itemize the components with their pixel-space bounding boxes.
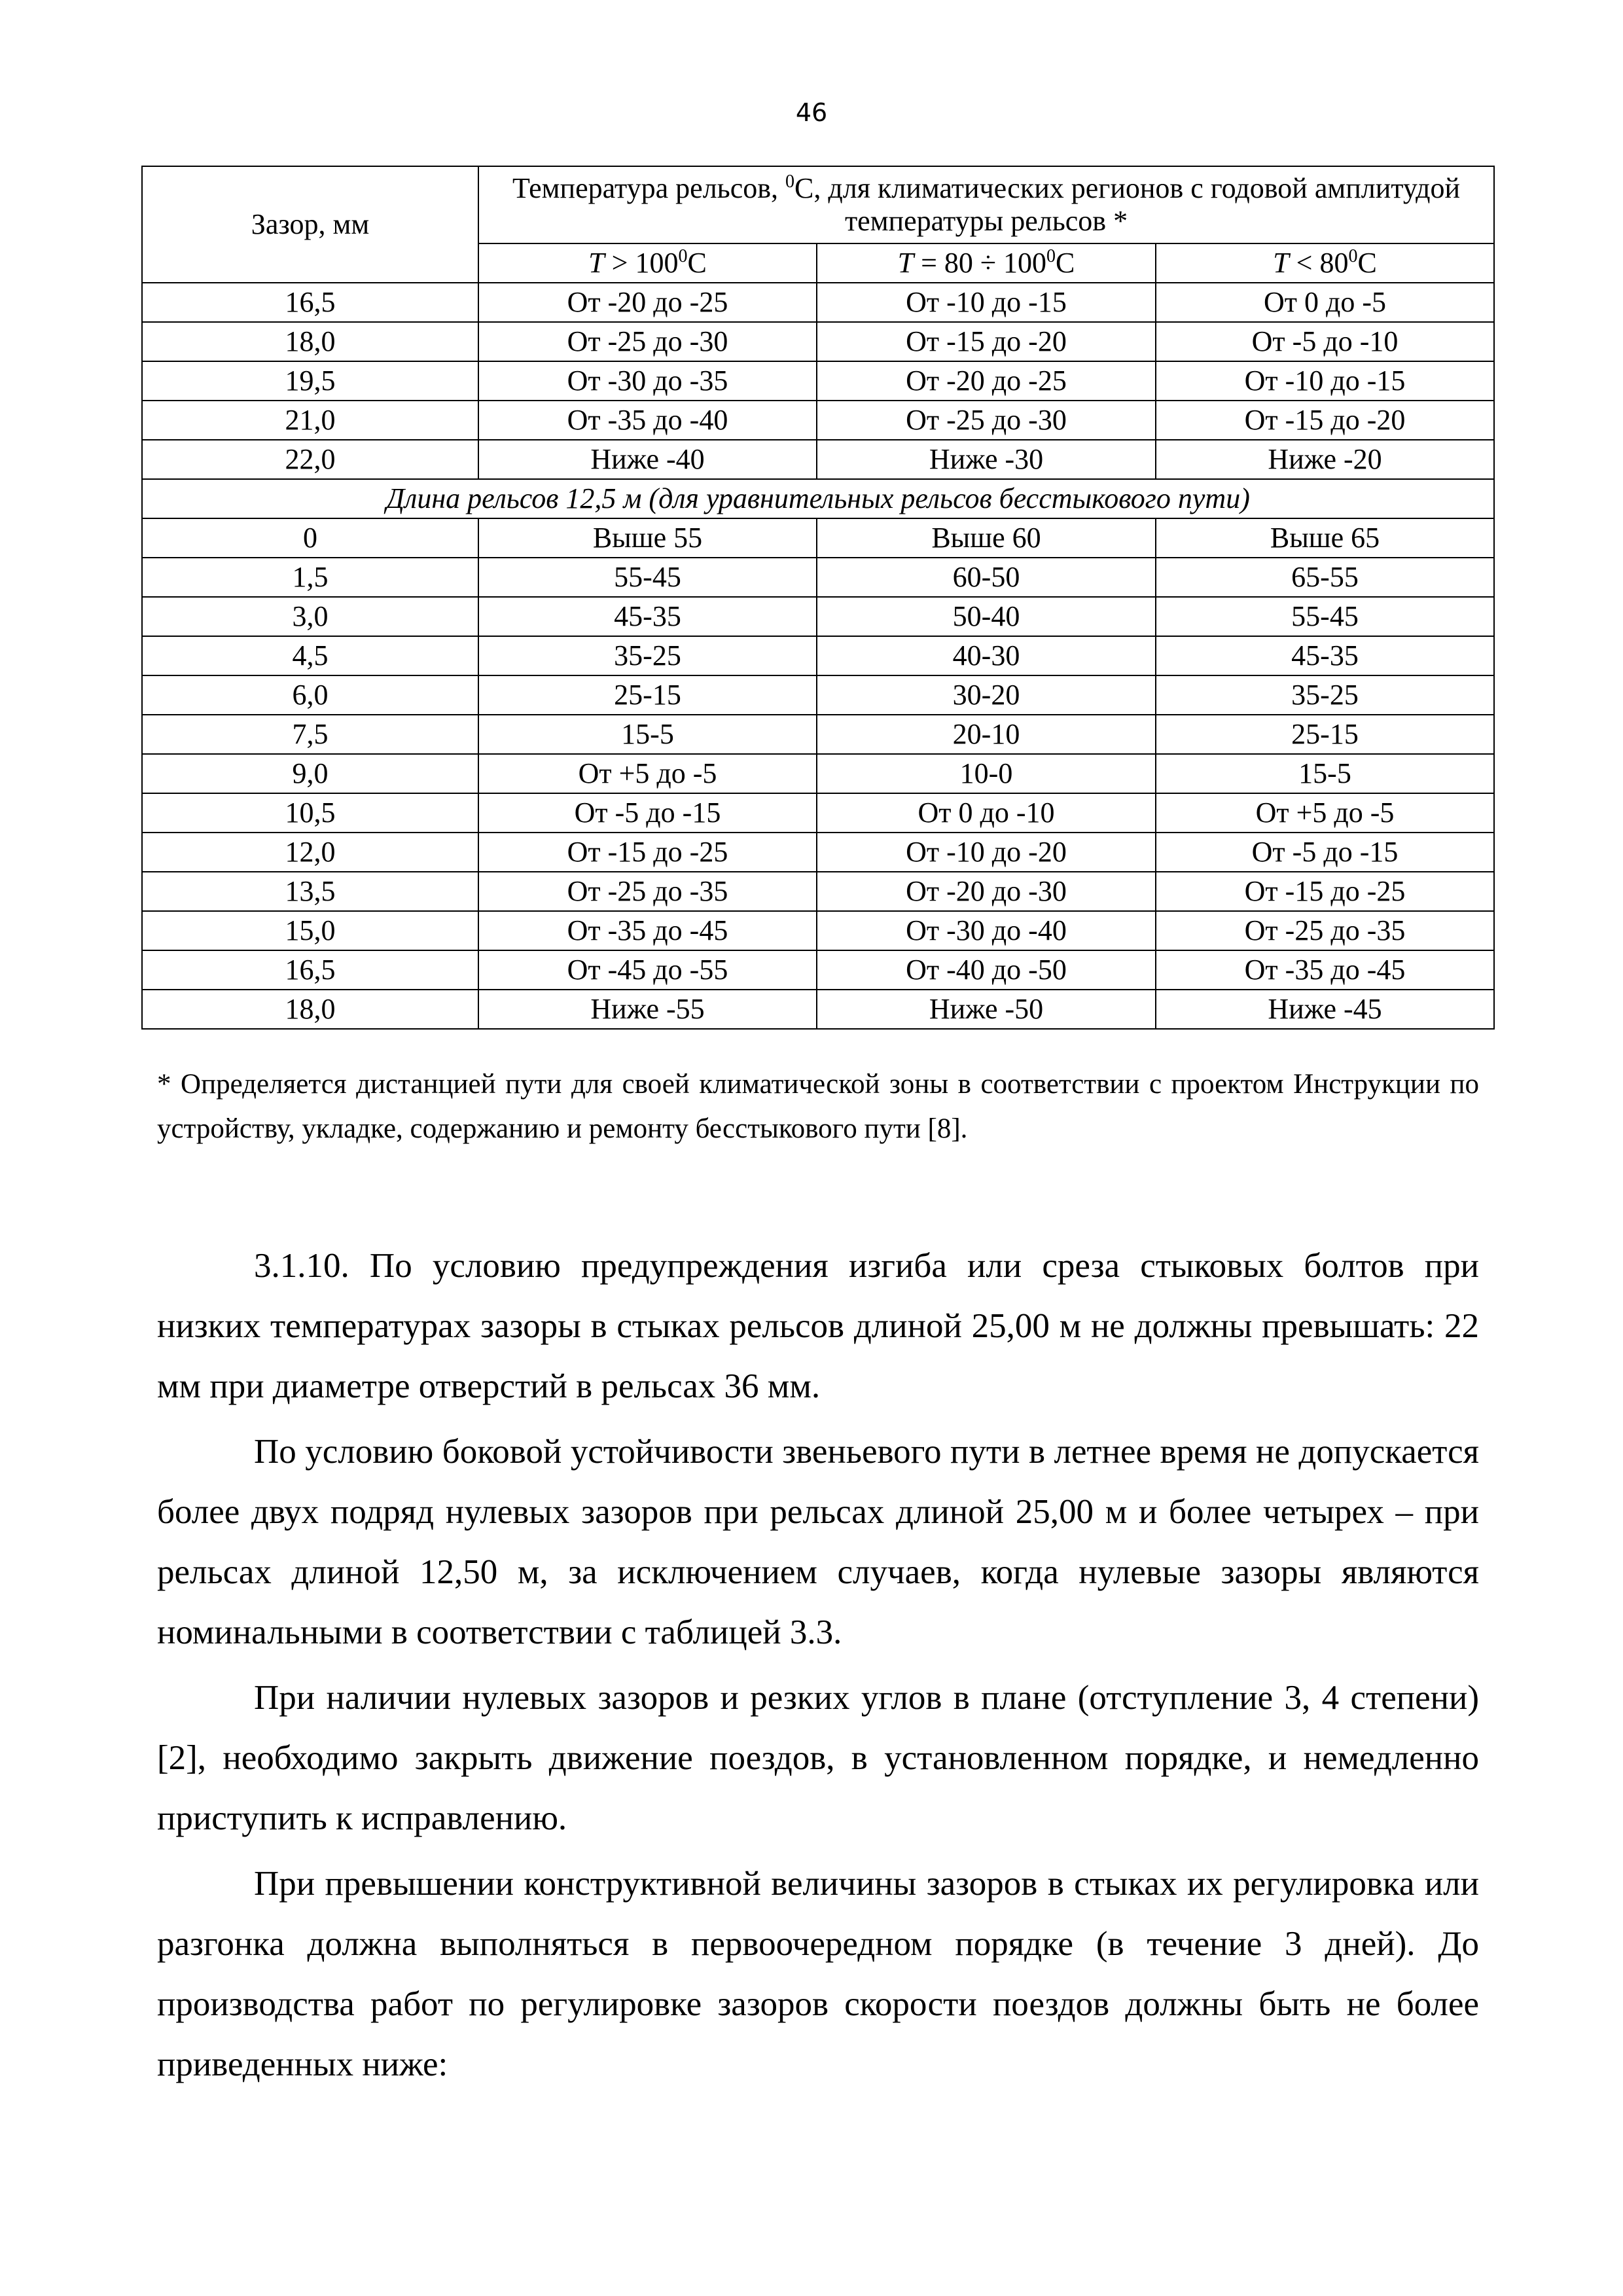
cell-temperature-region-1: 35-25 — [478, 636, 817, 675]
cell-gap: 18,0 — [142, 322, 478, 361]
cell-gap: 22,0 — [142, 440, 478, 479]
cell-temperature-region-2: 30-20 — [817, 675, 1156, 715]
cell-temperature-region-2: От -15 до -20 — [817, 322, 1156, 361]
cell-temperature-region-2: От -20 до -25 — [817, 361, 1156, 401]
cell-temperature-region-3: Выше 65 — [1156, 518, 1494, 558]
table-footnote: * Определяется дистанцией пути для своей климатической зоны в соответствии с проектом Инструкции по устройству, укладке, содержанию и ремонту бесстыкового пути [8]. — [157, 1069, 1479, 1144]
cell-temperature-region-3: От +5 до -5 — [1156, 793, 1494, 833]
cell-temperature-region-2: От -20 до -30 — [817, 872, 1156, 911]
cell-temperature-region-1: От -30 до -35 — [478, 361, 817, 401]
cell-temperature-region-2: 20-10 — [817, 715, 1156, 754]
cell-temperature-region-1: 55-45 — [478, 558, 817, 597]
cell-temperature-region-1: От -25 до -35 — [478, 872, 817, 911]
header-region-3 — [1156, 243, 1494, 283]
table-row — [142, 518, 1494, 558]
table-row — [142, 675, 1494, 715]
cell-temperature-region-2: 40-30 — [817, 636, 1156, 675]
region-unit: С — [1056, 247, 1075, 279]
table-row — [142, 911, 1494, 950]
cell-temperature-region-2: 50-40 — [817, 597, 1156, 636]
cell-gap: 16,5 — [142, 950, 478, 990]
table-row — [142, 440, 1494, 479]
cell-temperature-region-2: От -10 до -15 — [817, 283, 1156, 322]
cell-gap: 19,5 — [142, 361, 478, 401]
region-range: = 80 ÷ 100 — [914, 247, 1047, 279]
region-degree: 0 — [1046, 246, 1056, 266]
table-row — [142, 950, 1494, 990]
table-row — [142, 401, 1494, 440]
cell-temperature-region-1: 45-35 — [478, 597, 817, 636]
cell-temperature-region-3: От -10 до -15 — [1156, 361, 1494, 401]
cell-temperature-region-3: 35-25 — [1156, 675, 1494, 715]
region-range: < 80 — [1289, 247, 1349, 279]
cell-temperature-region-3: 55-45 — [1156, 597, 1494, 636]
table-row — [142, 754, 1494, 793]
table-row — [142, 833, 1494, 872]
cell-temperature-region-3: Ниже -20 — [1156, 440, 1494, 479]
cell-gap: 21,0 — [142, 401, 478, 440]
cell-temperature-region-2: От 0 до -10 — [817, 793, 1156, 833]
table-row — [142, 558, 1494, 597]
header-temp-prefix: Температура рельсов, — [512, 172, 786, 204]
body-paragraph: При превышении конструктивной величины зазоров в стыках их регулировка или разгонка должна выполняться в первоочередном порядке (в течение 3 дней). До производства работ по регулировке зазоров скорости поездов должны быть не более приведенных ниже: — [157, 1865, 1479, 2083]
cell-temperature-region-3: От -5 до -15 — [1156, 833, 1494, 872]
region-var: T — [897, 247, 914, 279]
cell-gap: 15,0 — [142, 911, 478, 950]
header-region-1 — [478, 243, 817, 283]
header-region-2 — [817, 243, 1156, 283]
table-row — [142, 636, 1494, 675]
region-var: T — [588, 247, 605, 279]
cell-temperature-region-1: Ниже -40 — [478, 440, 817, 479]
cell-temperature-region-1: 25-15 — [478, 675, 817, 715]
cell-temperature-region-3: 25-15 — [1156, 715, 1494, 754]
body-paragraph: При наличии нулевых зазоров и резких углов в плане (отступление 3, 4 степени) [2], необходимо закрыть движение поездов, в установленном порядке, и немедленно приступить к исправлению. — [157, 1679, 1479, 1837]
cell-temperature-region-1: От -35 до -40 — [478, 401, 817, 440]
table-row — [142, 872, 1494, 911]
table-row — [142, 283, 1494, 322]
cell-temperature-region-1: От +5 до -5 — [478, 754, 817, 793]
cell-gap: 13,5 — [142, 872, 478, 911]
table-row — [142, 322, 1494, 361]
table-body-bottom — [142, 518, 1494, 1029]
header-temp-suffix: С, для климатических регионов с годовой амплитудой температуры рельсов * — [794, 172, 1461, 237]
cell-gap: 9,0 — [142, 754, 478, 793]
cell-temperature-region-1: От -5 до -15 — [478, 793, 817, 833]
cell-temperature-region-1: 15-5 — [478, 715, 817, 754]
header-temp-degree: 0 — [785, 171, 795, 192]
region-degree: 0 — [678, 246, 688, 266]
header-rail-temperature — [478, 166, 1494, 243]
cell-gap: 16,5 — [142, 283, 478, 322]
table-row — [142, 361, 1494, 401]
section-title: Длина рельсов 12,5 м (для уравнительных рельсов бесстыкового пути) — [142, 479, 1494, 518]
cell-temperature-region-3: От -15 до -20 — [1156, 401, 1494, 440]
cell-temperature-region-2: Выше 60 — [817, 518, 1156, 558]
region-unit: С — [687, 247, 707, 279]
cell-temperature-region-3: От -15 до -25 — [1156, 872, 1494, 911]
cell-gap: 7,5 — [142, 715, 478, 754]
table-header-row — [142, 166, 1494, 243]
cell-temperature-region-2: От -10 до -20 — [817, 833, 1156, 872]
cell-gap: 6,0 — [142, 675, 478, 715]
table-section-row — [142, 479, 1494, 518]
cell-temperature-region-2: От -40 до -50 — [817, 950, 1156, 990]
body-paragraph: 3.1.10. По условию предупреждения изгиба или среза стыковых болтов при низких температурах зазоры в стыках рельсов длиной 25,00 м не должны превышать: 22 мм при диаметре отверстий в рельсах 36 мм. — [157, 1247, 1479, 1405]
cell-temperature-region-3: От 0 до -5 — [1156, 283, 1494, 322]
table-row — [142, 597, 1494, 636]
cell-temperature-region-3: От -5 до -10 — [1156, 322, 1494, 361]
region-range: > 100 — [604, 247, 679, 279]
table-body-top — [142, 283, 1494, 479]
cell-gap: 12,0 — [142, 833, 478, 872]
region-degree: 0 — [1348, 246, 1358, 266]
cell-temperature-region-3: 15-5 — [1156, 754, 1494, 793]
region-unit: С — [1357, 247, 1377, 279]
cell-gap: 3,0 — [142, 597, 478, 636]
cell-temperature-region-2: 10-0 — [817, 754, 1156, 793]
cell-temperature-region-2: Ниже -30 — [817, 440, 1156, 479]
cell-temperature-region-1: Ниже -55 — [478, 990, 817, 1029]
cell-gap: 0 — [142, 518, 478, 558]
body-text — [157, 1236, 1479, 2100]
page-number: 46 — [795, 98, 828, 127]
cell-temperature-region-2: Ниже -50 — [817, 990, 1156, 1029]
cell-temperature-region-1: От -45 до -55 — [478, 950, 817, 990]
table-row — [142, 990, 1494, 1029]
cell-temperature-region-2: 60-50 — [817, 558, 1156, 597]
rail-gap-temperature-table — [141, 166, 1495, 1030]
table-row — [142, 715, 1494, 754]
region-var: T — [1273, 247, 1289, 279]
cell-temperature-region-2: От -25 до -30 — [817, 401, 1156, 440]
cell-temperature-region-1: От -20 до -25 — [478, 283, 817, 322]
cell-temperature-region-3: Ниже -45 — [1156, 990, 1494, 1029]
cell-gap: 4,5 — [142, 636, 478, 675]
cell-temperature-region-3: От -35 до -45 — [1156, 950, 1494, 990]
cell-temperature-region-3: От -25 до -35 — [1156, 911, 1494, 950]
cell-temperature-region-2: От -30 до -40 — [817, 911, 1156, 950]
table-row — [142, 793, 1494, 833]
body-paragraph: По условию боковой устойчивости звеньевого пути в летнее время не допускается более двух подряд нулевых зазоров при рельсах длиной 25,00 м и более четырех – при рельсах длиной 12,50 м, за исключением случаев, когда нулевые зазоры являются номинальными в соответствии с таблицей 3.3. — [157, 1433, 1479, 1651]
cell-gap: 1,5 — [142, 558, 478, 597]
cell-temperature-region-3: 45-35 — [1156, 636, 1494, 675]
cell-temperature-region-3: 65-55 — [1156, 558, 1494, 597]
cell-gap: 10,5 — [142, 793, 478, 833]
cell-temperature-region-1: От -15 до -25 — [478, 833, 817, 872]
cell-temperature-region-1: Выше 55 — [478, 518, 817, 558]
cell-temperature-region-1: От -35 до -45 — [478, 911, 817, 950]
cell-temperature-region-1: От -25 до -30 — [478, 322, 817, 361]
cell-gap: 18,0 — [142, 990, 478, 1029]
header-gap-mm: Зазор, мм — [142, 166, 478, 283]
